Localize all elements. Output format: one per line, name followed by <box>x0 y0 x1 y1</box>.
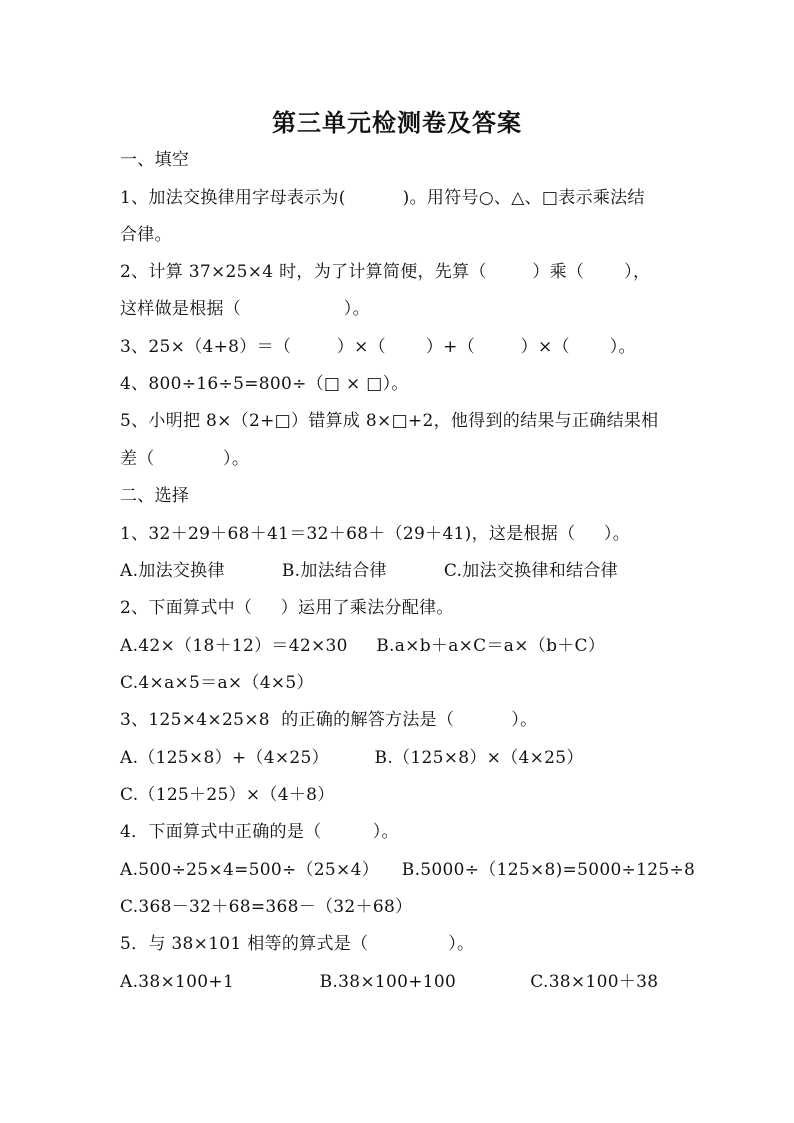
fill-q5-line2: 差（ ）。 <box>120 449 250 469</box>
fill-q3: 3、25×（4+8）＝（ ）×（ ）+（ ）×（ ）。 <box>120 337 636 357</box>
fill-q2-line2: 这样做是根据（ ）。 <box>120 299 370 319</box>
fill-q2-line1: 2、计算 37×25×4 时，为了计算简便，先算（ ）乘（ ）， <box>120 262 651 282</box>
fill-q5-line1: 5、小明把 8×（2+□）错算成 8×□+2，他得到的结果与正确结果相 <box>120 411 659 431</box>
choice-q3: 3、125×4×25×8 的正确的解答方法是（ ）。 <box>120 710 538 730</box>
choice-q3-option-c: C.（125＋25）×（4＋8） <box>120 785 335 805</box>
fill-q1-line1: 1、加法交换律用字母表示为( )。用符号○、△、□表示乘法结 <box>120 188 645 208</box>
section-heading-fill-blank: 一、填空 <box>120 150 190 170</box>
choice-q5-options: A.38×100+1 B.38×100+100 C.38×100＋38 <box>120 972 659 992</box>
choice-q3-options-ab: A.（125×8）+（4×25） B.（125×8）×（4×25） <box>120 748 584 768</box>
choice-q4-option-c: C.368－32＋68=368－（32＋68） <box>120 897 413 917</box>
choice-q2-option-c: C.4×a×5＝a×（4×5） <box>120 673 314 693</box>
section-heading-choice: 二、选择 <box>120 486 190 506</box>
choice-q1-options: A.加法交换律 B.加法结合律 C.加法交换律和结合律 <box>120 561 618 581</box>
choice-q2: 2、下面算式中（ ）运用了乘法分配律。 <box>120 598 454 618</box>
fill-q1-line2: 合律。 <box>120 225 172 245</box>
choice-q4-options-ab: A.500÷25×4=500÷（25×4） B.5000÷（125×8)=5000÷125÷8 <box>120 860 696 880</box>
fill-q4: 4、800÷16÷5=800÷（□ × □）。 <box>120 374 409 394</box>
page-title: 第三单元检测卷及答案 <box>272 109 522 137</box>
choice-q1: 1、32＋29＋68＋41＝32＋68＋（29＋41)，这是根据（ ）。 <box>120 524 631 544</box>
choice-q4: 4．下面算式中正确的是（ ）。 <box>120 822 399 842</box>
choice-q2-options-ab: A.42×（18＋12）＝42×30 B.a×b＋a×C＝a×（b＋C） <box>120 636 606 656</box>
choice-q5: 5．与 38×101 相等的算式是（ ）。 <box>120 934 475 954</box>
